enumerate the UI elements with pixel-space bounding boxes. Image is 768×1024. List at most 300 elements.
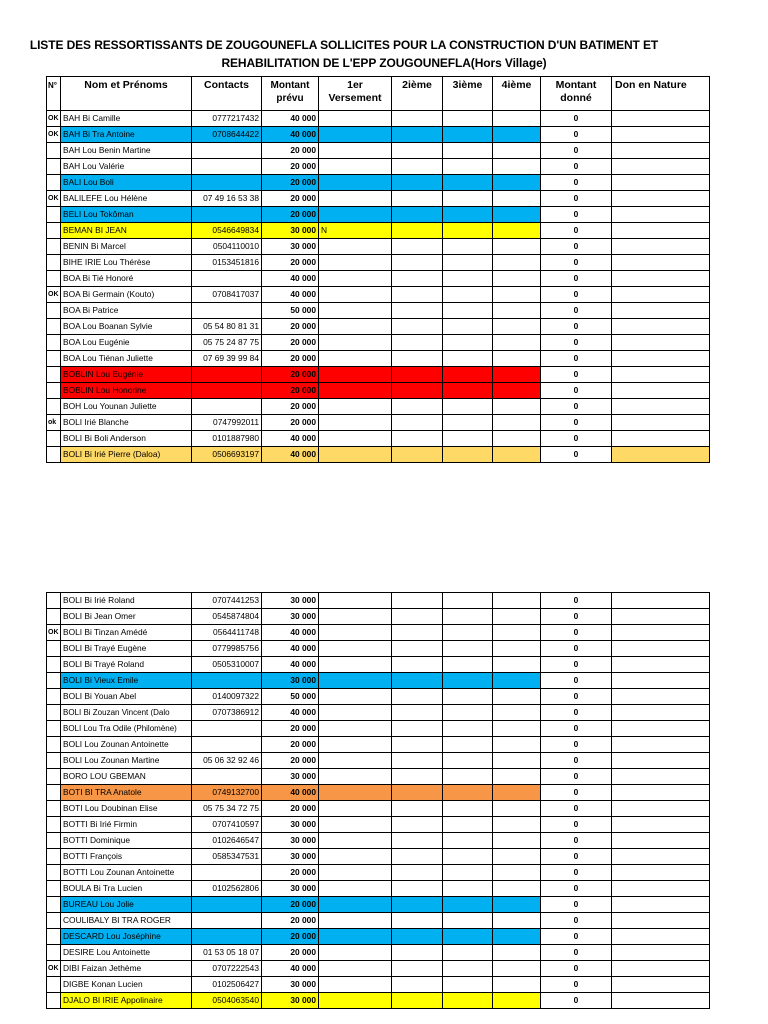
- col-header-no: N°: [47, 77, 61, 111]
- cell-4ieme: [493, 769, 541, 785]
- cell-1er-versement: [319, 207, 392, 223]
- cell-1er-versement: [319, 335, 392, 351]
- cell-contact: [192, 143, 262, 159]
- cell-4ieme: [493, 913, 541, 929]
- cell-montant-prevu: 20 000: [262, 191, 319, 207]
- cell-montant-donne: 0: [541, 817, 612, 833]
- cell-no: [47, 881, 61, 897]
- cell-no: [47, 207, 61, 223]
- col-header-4ieme: 4ième: [493, 77, 541, 111]
- cell-1er-versement: [319, 175, 392, 191]
- table-row: [47, 657, 710, 673]
- table-row: [47, 849, 710, 865]
- cell-montant-prevu: 20 000: [262, 175, 319, 191]
- cell-contact: 0564411748: [192, 625, 262, 641]
- cell-3ieme: [443, 287, 493, 303]
- cell-nom: BOLI Lou Zounan Martine: [61, 753, 192, 769]
- cell-1er-versement: [319, 945, 392, 961]
- cell-4ieme: [493, 945, 541, 961]
- cell-nom: BUREAU Lou Jolie: [61, 897, 192, 913]
- table-row: [47, 961, 710, 977]
- cell-nom: BAH Bi Tra Antoine: [61, 127, 192, 143]
- cell-3ieme: [443, 961, 493, 977]
- cell-4ieme: [493, 319, 541, 335]
- cell-nom: BENIN Bi Marcel: [61, 239, 192, 255]
- contributors-table-1: [46, 76, 710, 463]
- cell-nom: DIGBE Konan Lucien: [61, 977, 192, 993]
- cell-montant-prevu: 30 000: [262, 993, 319, 1009]
- cell-no: OK: [47, 127, 61, 143]
- cell-contact: [192, 929, 262, 945]
- cell-2ieme: [392, 367, 443, 383]
- cell-montant-prevu: 30 000: [262, 223, 319, 239]
- cell-no: [47, 849, 61, 865]
- cell-2ieme: [392, 399, 443, 415]
- table-row: [47, 673, 710, 689]
- cell-montant-donne: 0: [541, 689, 612, 705]
- cell-contact: [192, 865, 262, 881]
- cell-4ieme: [493, 705, 541, 721]
- cell-contact: 0506693197: [192, 447, 262, 463]
- cell-montant-prevu: 20 000: [262, 383, 319, 399]
- cell-don-nature: [612, 625, 710, 641]
- cell-don-nature: [612, 673, 710, 689]
- table-row: [47, 399, 710, 415]
- cell-3ieme: [443, 303, 493, 319]
- cell-montant-donne: 0: [541, 833, 612, 849]
- cell-montant-prevu: 40 000: [262, 657, 319, 673]
- table-row: [47, 689, 710, 705]
- cell-don-nature: [612, 865, 710, 881]
- cell-nom: BORO LOU GBEMAN: [61, 769, 192, 785]
- cell-4ieme: [493, 207, 541, 223]
- table-row: [47, 111, 710, 127]
- cell-nom: BEMAN BI JEAN: [61, 223, 192, 239]
- cell-nom: BAH Bi Camille: [61, 111, 192, 127]
- table-row: [47, 303, 710, 319]
- cell-2ieme: [392, 159, 443, 175]
- cell-contact: 0140097322: [192, 689, 262, 705]
- cell-contact: 05 06 32 92 46: [192, 753, 262, 769]
- cell-don-nature: [612, 593, 710, 609]
- cell-nom: BOH Lou Younan Juliette: [61, 399, 192, 415]
- cell-nom: BOA Lou Boanan Sylvie: [61, 319, 192, 335]
- cell-4ieme: [493, 929, 541, 945]
- cell-1er-versement: [319, 383, 392, 399]
- table-row: [47, 705, 710, 721]
- cell-montant-donne: 0: [541, 207, 612, 223]
- cell-4ieme: [493, 993, 541, 1009]
- cell-2ieme: [392, 255, 443, 271]
- cell-contact: 07 69 39 99 84: [192, 351, 262, 367]
- cell-2ieme: [392, 977, 443, 993]
- cell-montant-donne: 0: [541, 657, 612, 673]
- cell-montant-donne: 0: [541, 287, 612, 303]
- cell-don-nature: [612, 287, 710, 303]
- col-header-2ieme: 2ième: [392, 77, 443, 111]
- cell-2ieme: [392, 415, 443, 431]
- cell-nom: DIBI Faizan Jethème: [61, 961, 192, 977]
- cell-2ieme: [392, 801, 443, 817]
- cell-don-nature: [612, 641, 710, 657]
- cell-1er-versement: [319, 159, 392, 175]
- cell-no: [47, 689, 61, 705]
- cell-don-nature: [612, 945, 710, 961]
- cell-montant-prevu: 40 000: [262, 447, 319, 463]
- cell-no: [47, 945, 61, 961]
- cell-contact: 05 54 80 81 31: [192, 319, 262, 335]
- cell-don-nature: [612, 721, 710, 737]
- cell-4ieme: [493, 897, 541, 913]
- col-header-montant-prevu: Montant prévu: [262, 77, 319, 111]
- cell-don-nature: [612, 335, 710, 351]
- cell-montant-prevu: 40 000: [262, 641, 319, 657]
- cell-4ieme: [493, 191, 541, 207]
- cell-4ieme: [493, 287, 541, 303]
- cell-2ieme: [392, 945, 443, 961]
- cell-no: [47, 593, 61, 609]
- cell-don-nature: [612, 897, 710, 913]
- table-row: [47, 609, 710, 625]
- table-row: [47, 383, 710, 399]
- cell-don-nature: [612, 769, 710, 785]
- cell-nom: BOLI Bi Trayé Eugène: [61, 641, 192, 657]
- table-row: [47, 431, 710, 447]
- cell-4ieme: [493, 127, 541, 143]
- cell-1er-versement: [319, 913, 392, 929]
- table-row: [47, 239, 710, 255]
- cell-1er-versement: [319, 785, 392, 801]
- cell-4ieme: [493, 881, 541, 897]
- cell-montant-donne: 0: [541, 721, 612, 737]
- cell-4ieme: [493, 849, 541, 865]
- cell-3ieme: [443, 383, 493, 399]
- cell-nom: BOA Bi Patrice: [61, 303, 192, 319]
- cell-1er-versement: [319, 753, 392, 769]
- cell-montant-prevu: 20 000: [262, 929, 319, 945]
- cell-montant-prevu: 20 000: [262, 399, 319, 415]
- table-row: [47, 191, 710, 207]
- cell-1er-versement: [319, 817, 392, 833]
- cell-contact: 0505310007: [192, 657, 262, 673]
- cell-don-nature: [612, 127, 710, 143]
- table-row: [47, 255, 710, 271]
- cell-nom: BOLI Bi Trayé Roland: [61, 657, 192, 673]
- cell-3ieme: [443, 625, 493, 641]
- cell-montant-donne: 0: [541, 593, 612, 609]
- cell-don-nature: [612, 689, 710, 705]
- cell-montant-prevu: 20 000: [262, 159, 319, 175]
- cell-montant-donne: 0: [541, 881, 612, 897]
- col-header-don-nature: Don en Nature: [612, 77, 710, 111]
- table-row: [47, 945, 710, 961]
- cell-4ieme: [493, 977, 541, 993]
- cell-montant-prevu: 20 000: [262, 801, 319, 817]
- cell-3ieme: [443, 319, 493, 335]
- cell-montant-donne: 0: [541, 705, 612, 721]
- cell-no: [47, 737, 61, 753]
- cell-1er-versement: [319, 673, 392, 689]
- cell-nom: BAH Lou Valérie: [61, 159, 192, 175]
- cell-contact: [192, 721, 262, 737]
- cell-montant-donne: 0: [541, 431, 612, 447]
- cell-no: [47, 239, 61, 255]
- cell-2ieme: [392, 127, 443, 143]
- cell-1er-versement: [319, 881, 392, 897]
- table-row: [47, 271, 710, 287]
- cell-contact: [192, 271, 262, 287]
- cell-1er-versement: [319, 319, 392, 335]
- cell-2ieme: [392, 657, 443, 673]
- cell-montant-donne: 0: [541, 673, 612, 689]
- cell-2ieme: [392, 239, 443, 255]
- cell-4ieme: [493, 961, 541, 977]
- cell-contact: 05 75 24 87 75: [192, 335, 262, 351]
- cell-1er-versement: [319, 593, 392, 609]
- cell-2ieme: [392, 849, 443, 865]
- cell-nom: BOLI Bi Youan Abel: [61, 689, 192, 705]
- cell-1er-versement: [319, 287, 392, 303]
- cell-2ieme: [392, 335, 443, 351]
- cell-don-nature: [612, 175, 710, 191]
- cell-nom: BALI Lou Boli: [61, 175, 192, 191]
- cell-don-nature: [612, 609, 710, 625]
- cell-3ieme: [443, 143, 493, 159]
- cell-montant-prevu: 50 000: [262, 303, 319, 319]
- cell-no: [47, 143, 61, 159]
- table-row: [47, 175, 710, 191]
- cell-montant-donne: 0: [541, 351, 612, 367]
- cell-no: OK: [47, 287, 61, 303]
- cell-montant-prevu: 40 000: [262, 271, 319, 287]
- cell-contact: [192, 383, 262, 399]
- cell-nom: BOLI Bi Boli Anderson: [61, 431, 192, 447]
- cell-contact: 07 49 16 53 38: [192, 191, 262, 207]
- cell-3ieme: [443, 223, 493, 239]
- cell-1er-versement: [319, 255, 392, 271]
- cell-2ieme: [392, 625, 443, 641]
- cell-1er-versement: [319, 415, 392, 431]
- cell-no: [47, 609, 61, 625]
- cell-montant-donne: 0: [541, 865, 612, 881]
- cell-1er-versement: [319, 431, 392, 447]
- cell-2ieme: [392, 271, 443, 287]
- cell-don-nature: [612, 929, 710, 945]
- cell-4ieme: [493, 689, 541, 705]
- cell-montant-donne: 0: [541, 415, 612, 431]
- cell-don-nature: [612, 319, 710, 335]
- cell-3ieme: [443, 657, 493, 673]
- cell-1er-versement: [319, 721, 392, 737]
- cell-no: [47, 175, 61, 191]
- cell-montant-donne: 0: [541, 897, 612, 913]
- cell-montant-donne: 0: [541, 271, 612, 287]
- cell-montant-donne: 0: [541, 175, 612, 191]
- cell-montant-prevu: 30 000: [262, 977, 319, 993]
- cell-nom: BIHE IRIE Lou Thérèse: [61, 255, 192, 271]
- cell-nom: BOBLIN Lou Eugénie: [61, 367, 192, 383]
- cell-4ieme: [493, 817, 541, 833]
- cell-contact: [192, 673, 262, 689]
- cell-3ieme: [443, 977, 493, 993]
- page-title-line2: REHABILITATION DE L'EPP ZOUGOUNEFLA(Hors Village): [221, 56, 547, 70]
- cell-no: [47, 367, 61, 383]
- cell-montant-donne: 0: [541, 159, 612, 175]
- table-row: [47, 447, 710, 463]
- cell-4ieme: [493, 239, 541, 255]
- cell-2ieme: [392, 609, 443, 625]
- cell-4ieme: [493, 447, 541, 463]
- cell-3ieme: [443, 111, 493, 127]
- cell-1er-versement: [319, 689, 392, 705]
- cell-no: [47, 753, 61, 769]
- cell-montant-donne: 0: [541, 929, 612, 945]
- cell-no: [47, 641, 61, 657]
- cell-montant-prevu: 20 000: [262, 415, 319, 431]
- cell-no: ok: [47, 415, 61, 431]
- table-row: [47, 817, 710, 833]
- cell-1er-versement: [319, 657, 392, 673]
- cell-don-nature: [612, 207, 710, 223]
- cell-3ieme: [443, 271, 493, 287]
- cell-don-nature: [612, 801, 710, 817]
- cell-contact: 0102646547: [192, 833, 262, 849]
- cell-montant-prevu: 20 000: [262, 255, 319, 271]
- cell-no: OK: [47, 961, 61, 977]
- cell-contact: 0747992011: [192, 415, 262, 431]
- cell-don-nature: [612, 447, 710, 463]
- cell-1er-versement: [319, 127, 392, 143]
- table-row: [47, 897, 710, 913]
- cell-contact: [192, 913, 262, 929]
- cell-montant-prevu: 30 000: [262, 609, 319, 625]
- cell-montant-prevu: 30 000: [262, 881, 319, 897]
- cell-contact: 0749132700: [192, 785, 262, 801]
- cell-nom: BOA Lou Eugénie: [61, 335, 192, 351]
- cell-no: [47, 721, 61, 737]
- cell-montant-donne: 0: [541, 303, 612, 319]
- cell-montant-donne: 0: [541, 641, 612, 657]
- cell-4ieme: [493, 737, 541, 753]
- cell-2ieme: [392, 817, 443, 833]
- table-row: [47, 143, 710, 159]
- cell-no: OK: [47, 191, 61, 207]
- cell-3ieme: [443, 415, 493, 431]
- cell-2ieme: [392, 175, 443, 191]
- cell-nom: BOTTI Lou Zounan Antoinette: [61, 865, 192, 881]
- cell-contact: 05 75 34 72 75: [192, 801, 262, 817]
- cell-2ieme: [392, 993, 443, 1009]
- cell-3ieme: [443, 127, 493, 143]
- cell-1er-versement: [319, 609, 392, 625]
- table-row: [47, 801, 710, 817]
- table-row: [47, 929, 710, 945]
- cell-3ieme: [443, 159, 493, 175]
- cell-montant-donne: 0: [541, 849, 612, 865]
- cell-no: [47, 801, 61, 817]
- cell-contact: 0708417037: [192, 287, 262, 303]
- cell-montant-donne: 0: [541, 255, 612, 271]
- table-row: [47, 625, 710, 641]
- col-header-nom: Nom et Prénoms: [61, 77, 192, 111]
- cell-2ieme: [392, 737, 443, 753]
- cell-no: [47, 913, 61, 929]
- cell-1er-versement: [319, 977, 392, 993]
- cell-2ieme: [392, 319, 443, 335]
- cell-1er-versement: [319, 271, 392, 287]
- cell-nom: DJALO BI IRIE Appolinaire: [61, 993, 192, 1009]
- cell-montant-prevu: 40 000: [262, 961, 319, 977]
- table-row: [47, 593, 710, 609]
- cell-3ieme: [443, 335, 493, 351]
- table-row: [47, 881, 710, 897]
- col-header-1er-versement: 1er Versement: [319, 77, 392, 111]
- cell-1er-versement: [319, 399, 392, 415]
- cell-3ieme: [443, 351, 493, 367]
- cell-don-nature: [612, 351, 710, 367]
- table-row: [47, 737, 710, 753]
- cell-4ieme: [493, 609, 541, 625]
- cell-4ieme: [493, 143, 541, 159]
- cell-don-nature: [612, 849, 710, 865]
- table-row: [47, 207, 710, 223]
- cell-montant-prevu: 50 000: [262, 689, 319, 705]
- cell-montant-prevu: 30 000: [262, 673, 319, 689]
- cell-don-nature: [612, 399, 710, 415]
- cell-2ieme: [392, 223, 443, 239]
- cell-nom: BOLI Bi Tinzan Amédé: [61, 625, 192, 641]
- cell-no: [47, 673, 61, 689]
- cell-4ieme: [493, 865, 541, 881]
- cell-no: [47, 833, 61, 849]
- cell-3ieme: [443, 849, 493, 865]
- cell-1er-versement: [319, 641, 392, 657]
- cell-4ieme: [493, 159, 541, 175]
- cell-don-nature: [612, 271, 710, 287]
- cell-don-nature: [612, 817, 710, 833]
- cell-contact: 0707410597: [192, 817, 262, 833]
- cell-4ieme: [493, 271, 541, 287]
- cell-1er-versement: [319, 239, 392, 255]
- cell-montant-prevu: 30 000: [262, 849, 319, 865]
- cell-montant-donne: 0: [541, 609, 612, 625]
- cell-don-nature: [612, 191, 710, 207]
- cell-don-nature: [612, 431, 710, 447]
- table-row: [47, 223, 710, 239]
- cell-no: [47, 929, 61, 945]
- cell-montant-donne: 0: [541, 239, 612, 255]
- cell-2ieme: [392, 897, 443, 913]
- cell-no: [47, 447, 61, 463]
- cell-3ieme: [443, 641, 493, 657]
- contributors-table-2: [46, 592, 710, 1009]
- cell-nom: BOTTI François: [61, 849, 192, 865]
- cell-4ieme: [493, 351, 541, 367]
- cell-nom: BOLI Bi Vieux Emile: [61, 673, 192, 689]
- cell-2ieme: [392, 961, 443, 977]
- cell-montant-prevu: 30 000: [262, 239, 319, 255]
- cell-contact: 0504063540: [192, 993, 262, 1009]
- cell-don-nature: [612, 881, 710, 897]
- cell-contact: 0707441253: [192, 593, 262, 609]
- cell-don-nature: [612, 993, 710, 1009]
- cell-contact: 0546649834: [192, 223, 262, 239]
- cell-3ieme: [443, 913, 493, 929]
- cell-no: [47, 223, 61, 239]
- cell-3ieme: [443, 399, 493, 415]
- cell-montant-prevu: 40 000: [262, 127, 319, 143]
- cell-1er-versement: [319, 191, 392, 207]
